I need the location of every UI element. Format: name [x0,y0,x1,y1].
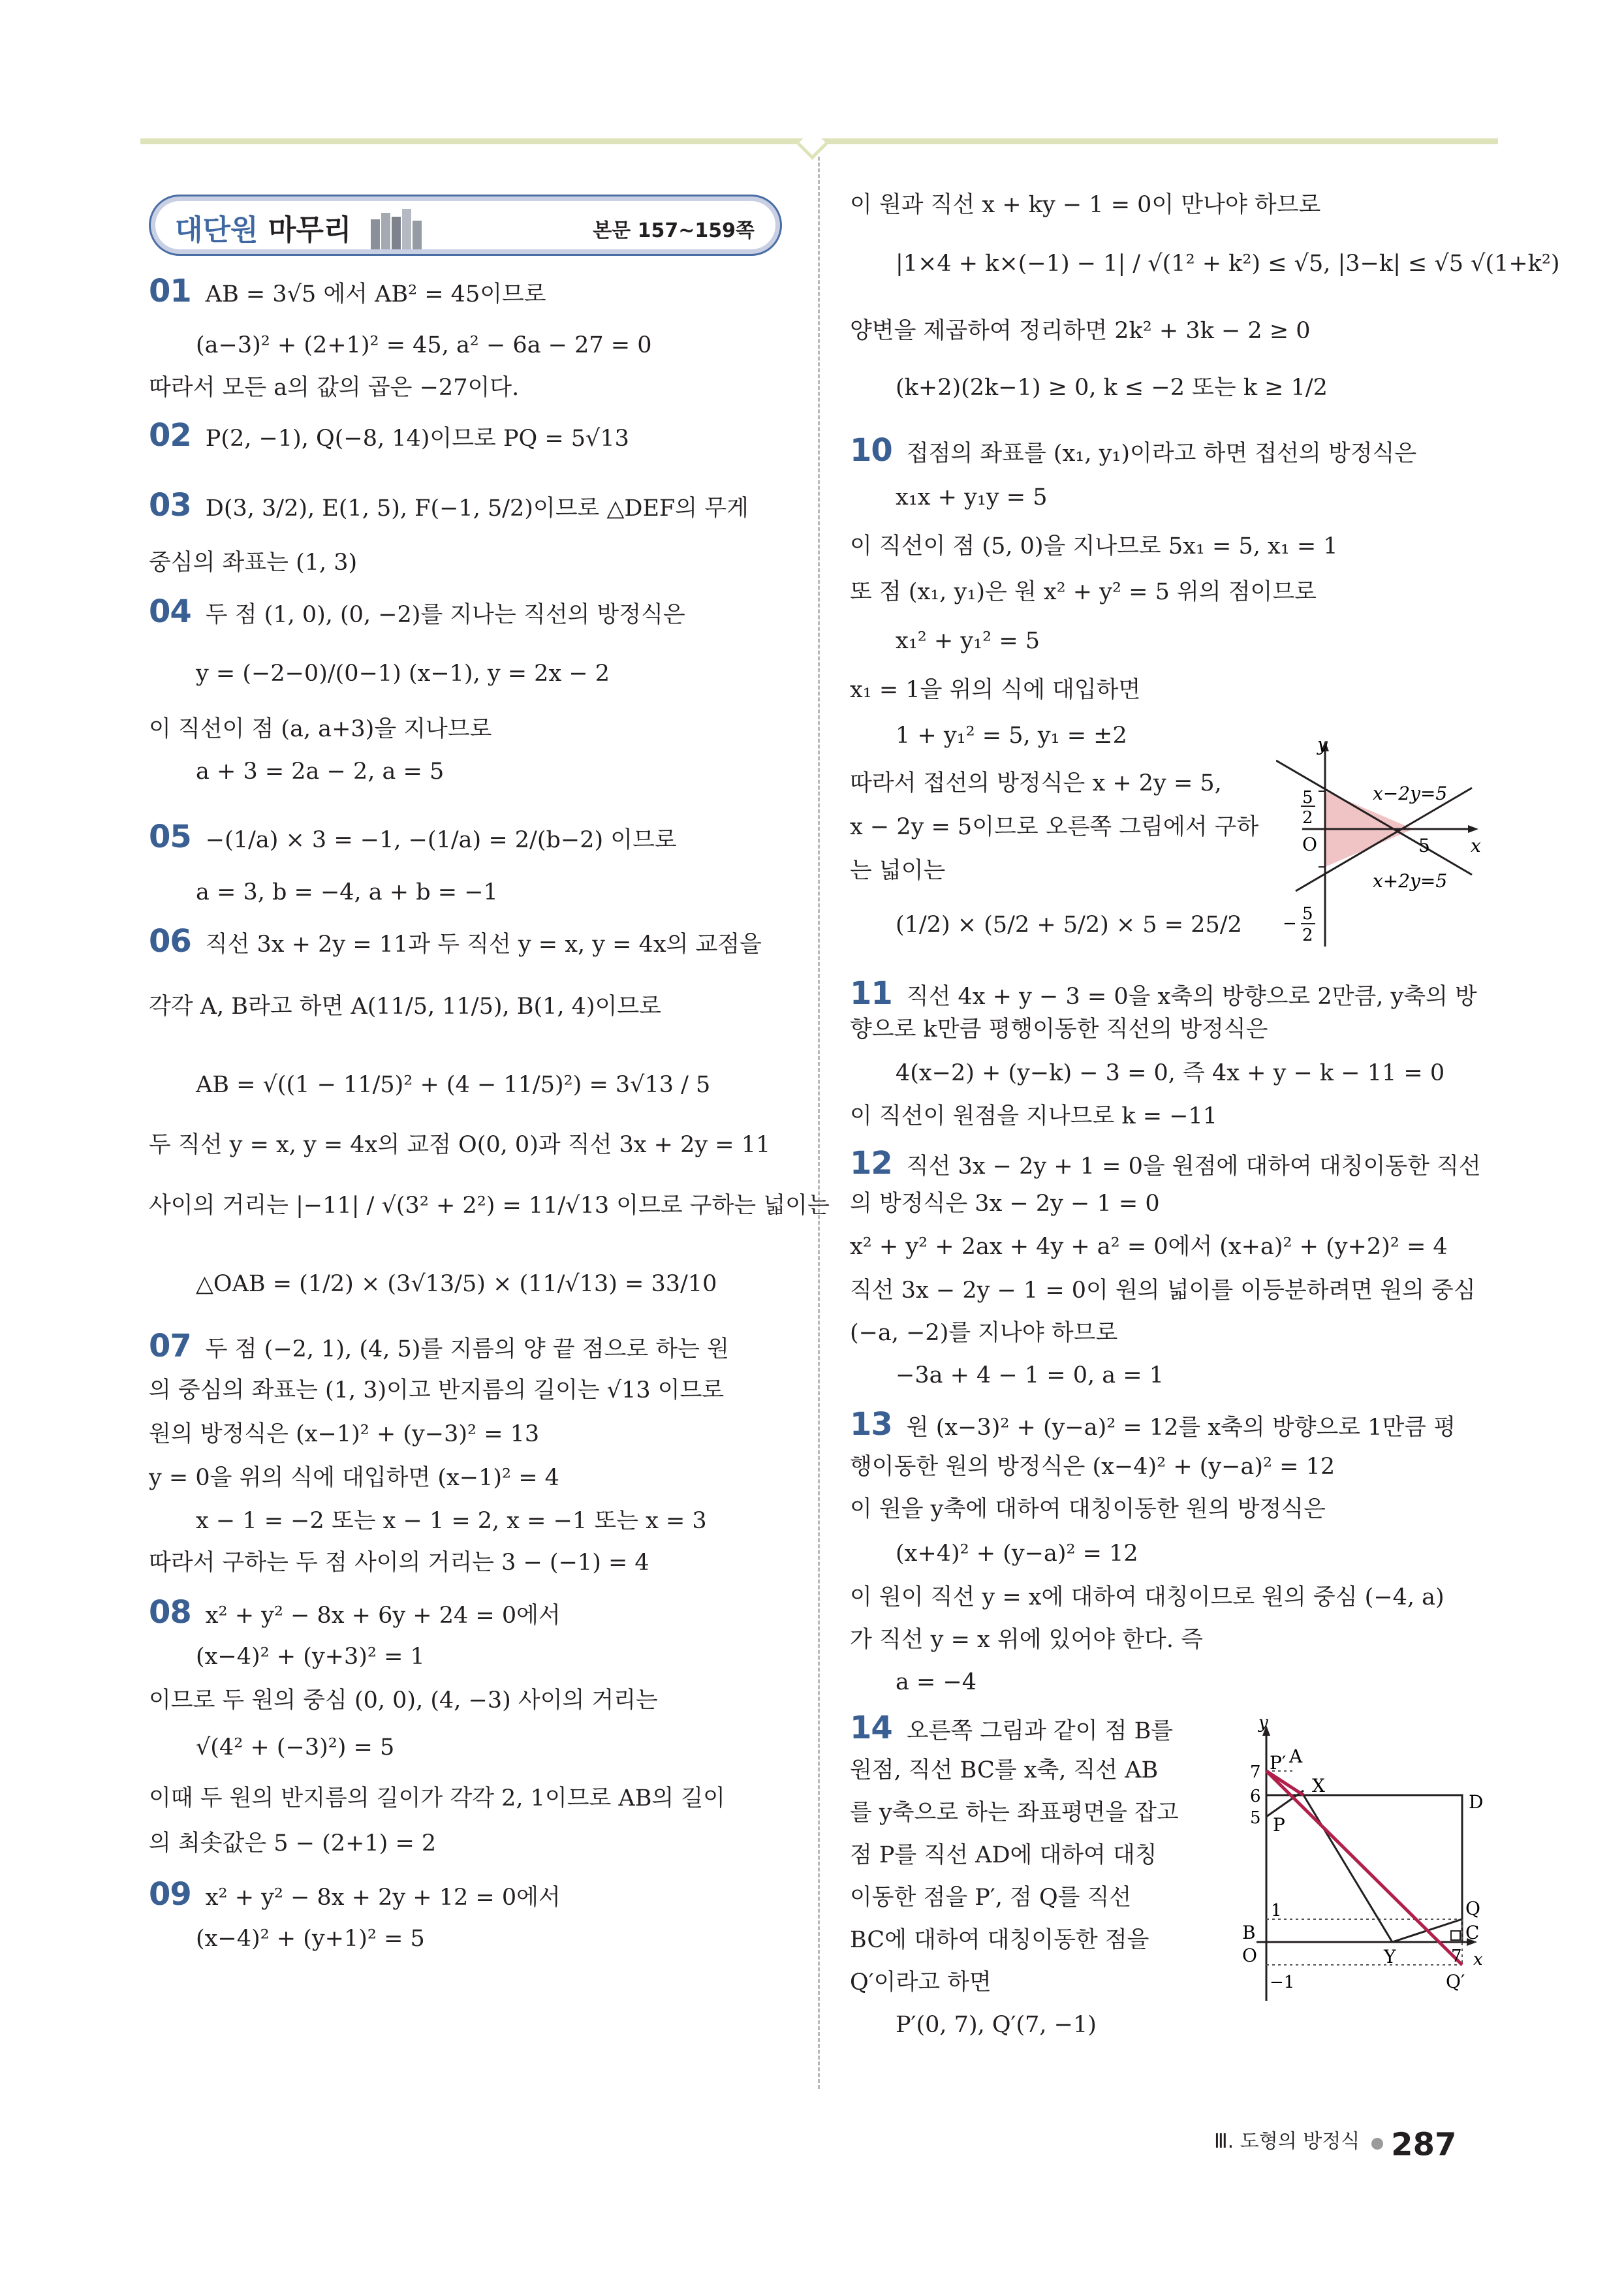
problem-13-line-1: 13 원 (x−3)² + (y−a)² = 12를 x축의 방향으로 1만큼 평 [850,1406,1456,1443]
figure-14-label-7: 7 [1250,1763,1261,1782]
figure-10-label-top-num: 5 [1302,788,1313,807]
problem-04-line-2: y = (−2−0)/(0−1) (x−1), y = 2x − 2 [196,661,610,687]
problem-13-line-6: 가 직선 y = x 위에 있어야 한다. 즉 [850,1627,1203,1653]
figure-14-label-O: O [1242,1945,1257,1966]
problem-10-line-9: x − 2y = 5이므로 오른쪽 그림에서 구하 [850,814,1259,840]
problem-14-line-7: Q′이라고 하면 [850,1969,992,1996]
page-footer [1214,2125,1456,2163]
problem-07-line-2: 의 중심의 좌표는 (1, 3)이고 반지름의 길이는 √13 이므로 [149,1377,725,1403]
figure-14-right-angle [1451,1931,1460,1940]
problem-14-line-8: P′(0, 7), Q′(7, −1) [896,2012,1097,2038]
problem-13-line-7: a = −4 [896,1669,977,1695]
figure-10-label-top-den: 2 [1302,808,1313,828]
figure-14-label-Pprime: P′ [1270,1752,1287,1774]
problem-07-line-6: 따라서 구하는 두 점 사이의 거리는 3 − (−1) = 4 [149,1550,649,1576]
problem-11-line-4: 이 직선이 원점을 지나므로 k = −11 [850,1103,1218,1129]
problem-14-line-5: 이동한 점을 P′, 점 Q를 직선 [850,1885,1132,1911]
problem-12-line-1: 12 직선 3x − 2y + 1 = 0을 원점에 대하여 대칭이동한 직선 [850,1145,1481,1182]
figure-14-label-C: C [1465,1922,1480,1943]
figure-10-label-line2: x+2y=5 [1373,870,1448,892]
figure-14-label-1: 1 [1271,1901,1282,1920]
figure-14-label-P: P [1273,1814,1285,1836]
problem-13-line-3: 이 원을 y축에 대하여 대칭이동한 원의 방정식은 [850,1496,1326,1522]
problem-13-line-5: 이 원이 직선 y = x에 대하여 대칭이므로 원의 중심 (−4, a) [850,1584,1444,1610]
problem-10-line-3: 이 직선이 점 (5, 0)을 지나므로 5x₁ = 5, x₁ = 1 [850,533,1338,559]
problem-06-line-5: 사이의 거리는 |−11| / √(3² + 2²) = 11/√13 이므로 구하는 넓이는 [149,1193,830,1219]
page-number: 287 [1391,2126,1457,2163]
figure-10-label-x: x [1471,835,1481,856]
figure-10-label-origin: O [1302,834,1317,855]
problem-09-line-1: 09 x² + y² − 8x + 2y + 12 = 0에서 [149,1876,561,1913]
figure-10-label-line1: x−2y=5 [1373,783,1448,804]
problem-14-line-2: 원점, 직선 BC를 x축, 직선 AB [850,1757,1159,1783]
problem-06-line-6: △OAB = (1/2) × (3√13/5) × (11/√13) = 33/10 [196,1271,717,1297]
problem-11-line-1: 11 직선 4x + y − 3 = 0을 x축의 방향으로 2만큼, y축의 방 [850,975,1477,1012]
problem-08-line-4: √(4² + (−3)²) = 5 [196,1734,395,1761]
problem-10-line-10: 는 넓이는 [850,858,946,884]
problem-08-line-3: 이므로 두 원의 중심 (0, 0), (4, −3) 사이의 거리는 [149,1687,658,1714]
problem-05-line-1: 05 −(1/a) × 3 = −1, −(1/a) = 2/(b−2) 이므로 [149,819,677,855]
problem-12-line-6: −3a + 4 − 1 = 0, a = 1 [896,1362,1164,1388]
problem-04-line-1: 04 두 점 (1, 0), (0, −2)를 지나는 직선의 방정식은 [149,593,685,630]
figure-14-label-y: y [1258,1714,1268,1732]
problem-09-line-5: 양변을 제곱하여 정리하면 2k² + 3k − 2 ≥ 0 [850,318,1311,344]
problem-07-line-4: y = 0을 위의 식에 대입하면 (x−1)² = 4 [149,1465,559,1491]
problem-10-line-7: 1 + y₁² = 5, y₁ = ±2 [896,723,1127,749]
problem-07-line-5: x − 1 = −2 또는 x − 1 = 2, x = −1 또는 x = 3 [196,1508,707,1534]
figure-14-label-B: B [1242,1922,1256,1943]
footer-section: Ⅲ. 도형의 방정식 [1214,2130,1360,2153]
figure-14-graph [1237,1714,1491,2004]
figure-14-label-Qprime: Q′ [1446,1971,1465,1992]
problem-06-line-3: AB = √((1 − 11/5)² + (4 − 11/5)²) = 3√13 / 5 [196,1072,711,1098]
figure-14-label-7x: 7 [1451,1947,1462,1966]
problem-14-line-1: 14 오른쪽 그림과 같이 점 B를 [850,1710,1174,1746]
section-banner [149,195,782,256]
problem-14-line-6: BC에 대하여 대칭이동한 점을 [850,1927,1149,1953]
problem-10-line-6: x₁ = 1을 위의 식에 대입하면 [850,677,1141,703]
figure-14-label-x: x [1473,1950,1483,1969]
figure-10-label-bot-num: 5 [1302,904,1313,924]
problem-03-line-1: 03 D(3, 3/2), E(1, 5), F(−1, 5/2)이므로 △DEF의 무게 [149,487,749,524]
problem-07-line-1: 07 두 점 (−2, 1), (4, 5)를 지름의 양 끝 점으로 하는 원 [149,1328,729,1364]
figure-14-label-Q: Q [1465,1898,1480,1919]
problem-12-line-5: (−a, −2)를 지나야 하므로 [850,1320,1118,1346]
figure-10-label-y: y [1317,734,1328,755]
problem-08-line-2: (x−4)² + (y+3)² = 1 [196,1644,425,1670]
problem-06-line-1: 06 직선 3x + 2y = 11과 두 직선 y = x, y = 4x의 교점을 [149,923,762,960]
problem-10-line-1: 10 접점의 좌표를 (x₁, y₁)이라고 하면 접선의 방정식은 [850,432,1417,469]
problem-01-line-3: 따라서 모든 a의 값의 곱은 −27이다. [149,375,520,401]
problem-03-line-2: 중심의 좌표는 (1, 3) [149,550,358,576]
banner-title: 대단원 마무리 [175,213,352,247]
figure-14-label-5: 5 [1250,1808,1261,1828]
figure-10-x-arrow [1468,825,1478,833]
figure-10-graph [1276,734,1491,956]
problem-12-line-4: 직선 3x − 2y − 1 = 0이 원의 넓이를 이등분하려면 원의 중심 [850,1277,1476,1304]
problem-09-line-4: |1×4 + k×(−1) − 1| / √(1² + k²) ≤ √5, |3−k| ≤ √5 √(1+k²) [896,251,1560,277]
problem-06-line-4: 두 직선 y = x, y = 4x의 교점 O(0, 0)과 직선 3x + 2y = 11 [149,1132,771,1158]
problem-01-line-1: 01 AB = 3√5 에서 AB² = 45이므로 [149,273,546,309]
problem-05-line-2: a = 3, b = −4, a + b = −1 [196,879,498,905]
problem-10-line-11: (1/2) × (5/2 + 5/2) × 5 = 25/2 [896,912,1242,938]
figure-10-label-bot-den: 2 [1302,926,1313,945]
problem-09-line-2: (x−4)² + (y+1)² = 5 [196,1926,425,1952]
figure-14-label-neg1: −1 [1270,1973,1295,1992]
figure-10-label-five: 5 [1418,835,1430,856]
problem-09-line-6: (k+2)(2k−1) ≥ 0, k ≤ −2 또는 k ≥ 1/2 [896,375,1328,401]
books-icon [364,200,443,252]
problem-06-line-2: 각각 A, B라고 하면 A(11/5, 11/5), B(1, 4)이므로 [149,994,662,1020]
figure-14-label-6: 6 [1250,1787,1261,1806]
problem-11-line-2: 향으로 k만큼 평행이동한 직선의 방정식은 [850,1016,1268,1042]
figure-14-label-A: A [1289,1746,1303,1767]
problem-12-line-3: x² + y² + 2ax + 4y + a² = 0에서 (x+a)² + (y+2)² = 4 [850,1234,1448,1260]
banner-reference: 본문 157~159쪽 [593,219,755,242]
problem-13-line-2: 행이동한 원의 방정식은 (x−4)² + (y−a)² = 12 [850,1454,1335,1480]
problem-04-line-3: 이 직선이 점 (a, a+3)을 지나므로 [149,716,492,742]
figure-14-line-Pp-Qp [1266,1771,1462,1965]
problem-13-line-4: (x+4)² + (y−a)² = 12 [896,1541,1138,1567]
top-rule-notch [797,129,828,160]
column-divider [818,157,820,2089]
problem-04-line-4: a + 3 = 2a − 2, a = 5 [196,759,445,785]
problem-09-line-3: 이 원과 직선 x + ky − 1 = 0이 만나야 하므로 [850,192,1321,218]
problem-01-line-2: (a−3)² + (2+1)² = 45, a² − 6a − 27 = 0 [196,332,652,358]
figure-14-segment-XY [1304,1795,1392,1942]
problem-08-line-6: 의 최솟값은 5 − (2+1) = 2 [149,1830,437,1857]
problem-14-line-4: 점 P를 직선 AD에 대하여 대칭 [850,1842,1157,1868]
figure-14-label-Y: Y [1384,1946,1396,1967]
figure-14-label-D: D [1469,1791,1484,1813]
problem-10-line-5: x₁² + y₁² = 5 [896,628,1040,654]
footer-bullet-icon [1371,2138,1383,2150]
problem-08-line-1: 08 x² + y² − 8x + 6y + 24 = 0에서 [149,1594,561,1631]
problem-07-line-3: 원의 방정식은 (x−1)² + (y−3)² = 13 [149,1421,540,1447]
figure-10-label-neg: − [1283,914,1297,933]
problem-10-line-8: 따라서 접선의 방정식은 x + 2y = 5, [850,770,1222,796]
problem-11-line-3: 4(x−2) + (y−k) − 3 = 0, 즉 4x + y − k − 11 = 0 [896,1060,1445,1086]
figure-14-label-X: X [1312,1775,1325,1796]
problem-10-line-4: 또 점 (x₁, y₁)은 원 x² + y² = 5 위의 점이므로 [850,579,1317,605]
problem-02-line-1: 02 P(2, −1), Q(−8, 14)이므로 PQ = 5√13 [149,417,629,454]
problem-10-line-2: x₁x + y₁y = 5 [896,484,1048,510]
problem-14-line-3: 를 y축으로 하는 좌표평면을 잡고 [850,1800,1179,1826]
problem-12-line-2: 의 방정식은 3x − 2y − 1 = 0 [850,1191,1160,1217]
problem-08-line-5: 이때 두 원의 반지름의 길이가 각각 2, 1이므로 AB의 길이 [149,1785,725,1811]
